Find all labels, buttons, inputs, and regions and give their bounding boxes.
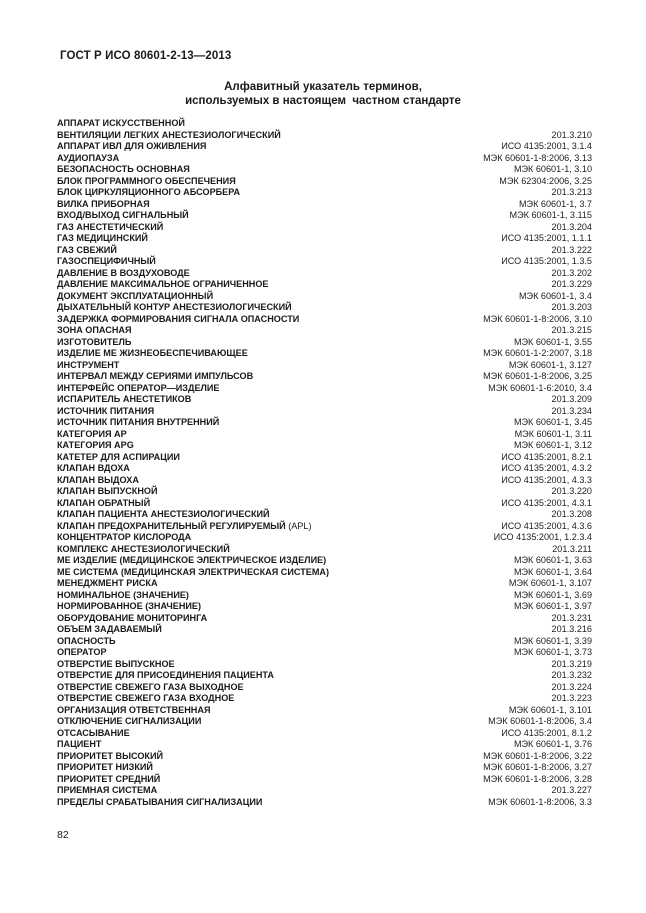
term-name-text: ПРИОРИТЕТ НИЗКИЙ	[57, 762, 153, 772]
term-row	[57, 509, 592, 521]
term-row	[57, 498, 592, 510]
term-name-text: БЕЗОПАСНОСТЬ ОСНОВНАЯ	[57, 164, 190, 174]
term-row	[57, 371, 592, 383]
term-row	[57, 337, 592, 349]
term-name-text: ОТВЕРСТИЕ ДЛЯ ПРИСОЕДИНЕНИЯ ПАЦИЕНТА	[57, 670, 274, 680]
term-row	[57, 233, 592, 245]
term-row	[57, 164, 592, 176]
term-name	[57, 337, 131, 349]
term-name	[57, 222, 163, 234]
term-name-text: КЛАПАН ОБРАТНЫЙ	[57, 497, 151, 508]
term-name-text: МЕ ИЗДЕЛИЕ (МЕДИЦИНСКОЕ ЭЛЕКТРИЧЕСКОЕ ИЗДЕЛИЕ)	[57, 555, 327, 565]
terms-index-list	[57, 118, 592, 808]
term-name-text: ВИЛКА ПРИБОРНАЯ	[57, 198, 150, 209]
term-reference: МЭК 60601-1-8:2006, 3.28	[483, 773, 592, 784]
term-name-text: ДЫХАТЕЛЬНЫЙ КОНТУР АНЕСТЕЗИОЛОГИЧЕСКИЙ	[57, 302, 292, 312]
term-name	[57, 555, 326, 567]
term-name	[57, 164, 190, 176]
term-name	[57, 716, 201, 728]
term-reference: ИСО 4135:2001, 1.3.5	[501, 256, 592, 266]
term-reference: МЭК 60601-1, 3.97	[513, 601, 592, 611]
term-name	[57, 785, 157, 797]
term-name-text: ОТВЕРСТИЕ ВЫПУСКНОЕ	[57, 658, 175, 669]
term-row	[57, 325, 592, 337]
term-name	[57, 176, 236, 188]
term-reference: 201.3.234	[551, 405, 592, 416]
term-reference: 201.3.231	[551, 612, 592, 623]
term-row	[57, 544, 592, 556]
term-name	[57, 440, 134, 452]
term-row	[57, 406, 592, 418]
term-name-text: НОРМИРОВАННОЕ (ЗНАЧЕНИЕ)	[57, 601, 202, 611]
term-row	[57, 417, 592, 429]
term-name	[57, 325, 132, 337]
term-name	[57, 567, 329, 579]
term-name-text: ЗОНА ОПАСНАЯ	[57, 325, 132, 335]
term-name	[57, 233, 148, 245]
term-row	[57, 532, 592, 544]
term-name	[57, 590, 189, 602]
term-row	[57, 222, 592, 234]
term-name	[57, 636, 116, 648]
term-row	[57, 302, 592, 314]
term-reference: МЭК 60601-1-2:2007, 3.18	[483, 348, 592, 358]
term-name-text: ИНСТРУМЕНТ	[57, 359, 120, 370]
term-row	[57, 475, 592, 487]
term-reference: ИСО 4135:2001, 4.3.1	[501, 497, 592, 508]
term-name-text: МЕНЕДЖМЕНТ РИСКА	[57, 578, 158, 588]
term-name-text: ИСПАРИТЕЛЬ АНЕСТЕТИКОВ	[57, 394, 192, 404]
term-reference: МЭК 60601-1, 3.55	[513, 336, 592, 347]
term-reference: МЭК 60601-1, 3.10	[513, 164, 592, 174]
term-name	[57, 670, 274, 682]
term-reference: ИСО 4135:2001, 4.3.6	[501, 520, 592, 531]
term-row	[57, 751, 592, 763]
term-name	[57, 302, 292, 314]
term-name	[57, 774, 160, 786]
term-name-text: ГАЗ СВЕЖИЙ	[57, 244, 117, 255]
term-reference: МЭК 60601-1, 3.63	[513, 555, 592, 565]
term-name	[57, 245, 117, 257]
term-name	[57, 762, 153, 774]
term-reference: МЭК 60601-1-6:2010, 3.4	[488, 382, 592, 393]
term-name-text: ПРИЕМНАЯ СИСТЕМА	[57, 785, 158, 795]
term-reference: ИСО 4135:2001, 4.3.3	[501, 474, 592, 485]
term-name-text: БЛОК ПРОГРАММНОГО ОБЕСПЕЧЕНИЯ	[57, 175, 236, 186]
term-reference: МЭК 60601-1, 3.45	[513, 417, 592, 427]
term-row	[57, 245, 592, 257]
term-name-text: КЛАПАН ВЫПУСКНОЙ	[57, 486, 158, 496]
term-reference: МЭК 60601-1, 3.12	[513, 440, 592, 450]
term-name	[57, 544, 230, 556]
term-name-text: ОТВЕРСТИЕ СВЕЖЕГО ГАЗА ВХОДНОЕ	[57, 693, 235, 703]
term-name-text: ПРИОРИТЕТ ВЫСОКИЙ	[57, 750, 164, 761]
term-row	[57, 624, 592, 636]
term-name-text: ГАЗ МЕДИЦИНСКИЙ	[57, 233, 148, 243]
term-name	[57, 348, 248, 360]
term-reference: МЭК 60601-1-8:2006, 3.25	[483, 371, 592, 381]
term-name	[57, 647, 107, 659]
term-name-text: ДОКУМЕНТ ЭКСПЛУАТАЦИОННЫЙ	[57, 290, 214, 301]
term-name	[57, 452, 180, 464]
term-reference: 201.3.209	[551, 394, 592, 404]
term-reference: 201.3.220	[551, 486, 592, 496]
term-row	[57, 682, 592, 694]
term-name-text: ГАЗОСПЕЦИФИЧНЫЙ	[57, 256, 156, 266]
term-name	[57, 291, 213, 303]
term-reference: ИСО 4135:2001, 1.2.3.4	[493, 532, 592, 542]
term-row	[57, 797, 592, 809]
index-title-line-2: используемых в настоящем частном стандарте	[185, 95, 461, 107]
term-reference: МЭК 60601-1, 3.64	[513, 566, 592, 577]
term-name	[57, 256, 156, 268]
term-row	[57, 314, 592, 326]
term-name	[57, 728, 130, 740]
term-reference: МЭК 60601-1, 3.11	[514, 428, 592, 439]
term-row	[57, 291, 592, 303]
term-name-text: ВЕНТИЛЯЦИИ ЛЕГКИХ АНЕСТЕЗИОЛОГИЧЕСКИЙ	[57, 129, 281, 140]
term-reference: МЭК 60601-1-8:2006, 3.4	[488, 716, 592, 726]
term-reference: ИСО 4135:2001, 4.3.2	[501, 463, 592, 473]
term-reference: 201.3.203	[551, 302, 592, 312]
term-name-text: АУДИОПАУЗА	[57, 152, 120, 163]
term-reference: 201.3.216	[551, 624, 592, 634]
term-row	[57, 279, 592, 291]
term-name-text: ОТСАСЫВАНИЕ	[57, 727, 130, 738]
term-row	[57, 463, 592, 475]
term-row	[57, 659, 592, 671]
term-reference: МЭК 60601-1-8:2006, 3.27	[483, 762, 592, 772]
term-reference: МЭК 60601-1, 3.69	[513, 589, 592, 600]
term-reference: МЭК 60601-1, 3.73	[513, 647, 592, 657]
term-name	[57, 463, 130, 475]
term-name	[57, 693, 234, 705]
term-row	[57, 728, 592, 740]
term-reference: МЭК 60601-1, 3.127	[508, 359, 592, 370]
term-name	[57, 118, 185, 130]
term-name-text: АППАРАТ ИСКУССТВЕННОЙ	[57, 118, 185, 128]
term-row	[57, 429, 592, 441]
term-name-text: ОТВЕРСТИЕ СВЕЖЕГО ГАЗА ВЫХОДНОЕ	[57, 681, 244, 692]
term-name	[57, 371, 253, 383]
term-row	[57, 705, 592, 717]
term-name-text: ИЗДЕЛИЕ МЕ ЖИЗНЕОБЕСПЕЧИВАЮЩЕЕ	[57, 348, 248, 358]
term-row	[57, 268, 592, 280]
term-reference: 201.3.223	[551, 693, 592, 703]
term-name	[57, 153, 119, 165]
term-row	[57, 636, 592, 648]
term-reference: ИСО 4135:2001, 3.1.4	[501, 141, 592, 151]
term-name-text: НОМИНАЛЬНОЕ (ЗНАЧЕНИЕ)	[57, 589, 189, 600]
term-reference: 201.3.210	[551, 129, 592, 140]
term-row	[57, 153, 592, 165]
term-name-text: КАТЕГОРИЯ APG	[57, 440, 134, 450]
term-name	[57, 498, 150, 510]
term-name-text: ПАЦИЕНТ	[57, 739, 102, 749]
term-row	[57, 176, 592, 188]
term-name-text: ПРЕДЕЛЫ СРАБАТЫВАНИЯ СИГНАЛИЗАЦИИ	[57, 796, 263, 807]
term-name-text: БЛОК ЦИРКУЛЯЦИОННОГО АБСОРБЕРА	[57, 187, 241, 197]
term-name-text: МЕ СИСТЕМА (МЕДИЦИНСКАЯ ЭЛЕКТРИЧЕСКАЯ СИСТЕМА)	[57, 566, 330, 577]
term-reference: 201.3.229	[551, 279, 592, 289]
term-name-text: КЛАПАН ВЫДОХА	[57, 474, 139, 485]
term-reference: ИСО 4135:2001, 8.2.1	[501, 451, 592, 462]
term-name	[57, 659, 175, 671]
term-row	[57, 716, 592, 728]
term-name-text: ИСТОЧНИК ПИТАНИЯ	[57, 405, 155, 416]
term-name	[57, 383, 220, 395]
term-name	[57, 199, 150, 211]
term-name	[57, 682, 244, 694]
term-name	[57, 578, 158, 590]
term-name	[57, 475, 139, 487]
page-number: 82	[57, 829, 69, 841]
index-title	[0, 80, 646, 108]
term-name	[57, 314, 299, 326]
term-row	[57, 567, 592, 579]
term-reference: МЭК 62304:2006, 3.25	[499, 175, 592, 186]
term-reference: 201.3.213	[551, 187, 592, 197]
term-name	[57, 279, 269, 291]
term-name-text: ИНТЕРФЕЙС ОПЕРАТОР—ИЗДЕЛИЕ	[57, 382, 220, 393]
term-name-text: ДАВЛЕНИЕ МАКСИМАЛЬНОЕ ОГРАНИЧЕННОЕ	[57, 279, 269, 289]
term-name-text: ОБЪЕМ ЗАДАВАЕМЫЙ	[57, 624, 162, 634]
term-reference: ИСО 4135:2001, 8.1.2	[501, 727, 592, 738]
term-reference: 201.3.208	[551, 509, 592, 519]
term-name	[57, 705, 210, 717]
term-name	[57, 624, 162, 636]
term-name-text: ИЗГОТОВИТЕЛЬ	[57, 336, 132, 347]
term-row	[57, 130, 592, 142]
term-reference: МЭК 60601-1, 3.115	[509, 210, 592, 220]
term-name-text: ОПАСНОСТЬ	[57, 635, 116, 646]
term-reference: 201.3.219	[551, 658, 592, 669]
term-name	[57, 394, 191, 406]
term-name-text: ЗАДЕРЖКА ФОРМИРОВАНИЯ СИГНАЛА ОПАСНОСТИ	[57, 313, 300, 324]
term-row	[57, 383, 592, 395]
term-name	[57, 187, 240, 199]
term-row	[57, 394, 592, 406]
term-row	[57, 693, 592, 705]
term-name-text: КОМПЛЕКС АНЕСТЕЗИОЛОГИЧЕСКИЙ	[57, 543, 230, 554]
term-name	[57, 360, 119, 372]
term-row	[57, 199, 592, 211]
term-name	[57, 486, 158, 498]
term-name-text: КОНЦЕНТРАТОР КИСЛОРОДА	[57, 532, 192, 542]
term-reference: МЭК 60601-1, 3.101	[508, 704, 592, 715]
term-row	[57, 578, 592, 590]
term-name	[57, 141, 206, 153]
term-name	[57, 406, 154, 418]
term-name-text: ДАВЛЕНИЕ В ВОЗДУХОВОДЕ	[57, 267, 190, 278]
term-name-text: ОТКЛЮЧЕНИЕ СИГНАЛИЗАЦИИ	[57, 716, 202, 726]
term-reference: 201.3.204	[551, 221, 592, 232]
term-name-text: ВХОД/ВЫХОД СИГНАЛЬНЫЙ	[57, 210, 189, 220]
term-reference: МЭК 60601-1, 3.7	[518, 198, 592, 209]
term-row	[57, 613, 592, 625]
term-reference: 201.3.227	[551, 785, 592, 795]
term-name	[57, 268, 190, 280]
term-name	[57, 417, 219, 429]
term-row	[57, 739, 592, 751]
term-name-text: КАТЕТЕР ДЛЯ АСПИРАЦИИ	[57, 451, 180, 462]
term-row	[57, 555, 592, 567]
term-row	[57, 670, 592, 682]
term-row	[57, 210, 592, 222]
term-row	[57, 118, 592, 130]
term-row	[57, 348, 592, 360]
term-name	[57, 751, 163, 763]
term-name	[57, 509, 270, 521]
term-reference: 201.3.224	[551, 681, 592, 692]
term-name	[57, 521, 312, 533]
term-name-text: ГАЗ АНЕСТЕТИЧЕСКИЙ	[57, 221, 164, 232]
term-name	[57, 532, 191, 544]
term-row	[57, 774, 592, 786]
term-name-text: ОПЕРАТОР	[57, 647, 107, 657]
term-name-text: ОРГАНИЗАЦИЯ ОТВЕТСТВЕННАЯ	[57, 704, 211, 715]
term-name	[57, 429, 127, 441]
term-name-text: КЛАПАН ПАЦИЕНТА АНЕСТЕЗИОЛОГИЧЕСКИЙ	[57, 509, 270, 519]
term-name-text: ПРИОРИТЕТ СРЕДНИЙ	[57, 773, 161, 784]
term-row	[57, 647, 592, 659]
term-name	[57, 797, 262, 809]
term-row	[57, 187, 592, 199]
term-name-text: КЛАПАН ПРЕДОХРАНИТЕЛЬНЫЙ РЕГУЛИРУЕМЫЙ	[57, 520, 286, 531]
term-reference: МЭК 60601-1-8:2006, 3.13	[483, 152, 592, 163]
term-row	[57, 521, 592, 533]
term-reference: 201.3.215	[551, 325, 592, 335]
term-reference: 201.3.232	[551, 670, 592, 680]
term-row	[57, 256, 592, 268]
term-row	[57, 141, 592, 153]
term-row	[57, 440, 592, 452]
term-name-text: ИНТЕРВАЛ МЕЖДУ СЕРИЯМИ ИМПУЛЬСОВ	[57, 371, 254, 381]
term-row	[57, 486, 592, 498]
term-reference: 201.3.211	[552, 543, 592, 554]
term-reference: МЭК 60601-1, 3.107	[508, 578, 592, 588]
term-row	[57, 601, 592, 613]
term-reference: МЭК 60601-1-8:2006, 3.3	[488, 796, 592, 807]
term-reference: МЭК 60601-1-8:2006, 3.10	[483, 313, 592, 324]
term-name	[57, 130, 281, 142]
term-name	[57, 739, 101, 751]
term-name-text: КЛАПАН ВДОХА	[57, 463, 130, 473]
term-name-suffix: (APL)	[285, 520, 312, 531]
term-row	[57, 785, 592, 797]
term-reference: МЭК 60601-1-8:2006, 3.22	[483, 750, 592, 761]
document-header: ГОСТ Р ИСО 80601-2-13—2013	[60, 50, 232, 62]
index-title-line-1: Алфавитный указатель терминов,	[224, 81, 422, 93]
term-reference: 201.3.202	[551, 267, 592, 278]
term-row	[57, 360, 592, 372]
term-name	[57, 613, 207, 625]
term-reference: МЭК 60601-1, 3.39	[513, 635, 592, 646]
term-row	[57, 762, 592, 774]
term-name-text: КАТЕГОРИЯ АР	[57, 428, 127, 439]
term-name-text: АППАРАТ ИВЛ ДЛЯ ОЖИВЛЕНИЯ	[57, 141, 207, 151]
term-name	[57, 210, 189, 222]
term-reference: ИСО 4135:2001, 1.1.1	[501, 233, 592, 243]
term-name	[57, 601, 201, 613]
term-row	[57, 590, 592, 602]
term-reference: 201.3.222	[551, 244, 592, 255]
term-name-text: ОБОРУДОВАНИЕ МОНИТОРИНГА	[57, 612, 208, 623]
term-name-text: ИСТОЧНИК ПИТАНИЯ ВНУТРЕННИЙ	[57, 417, 220, 427]
term-reference: МЭК 60601-1, 3.76	[513, 739, 592, 749]
term-reference: МЭК 60601-1, 3.4	[518, 290, 592, 301]
term-row	[57, 452, 592, 464]
